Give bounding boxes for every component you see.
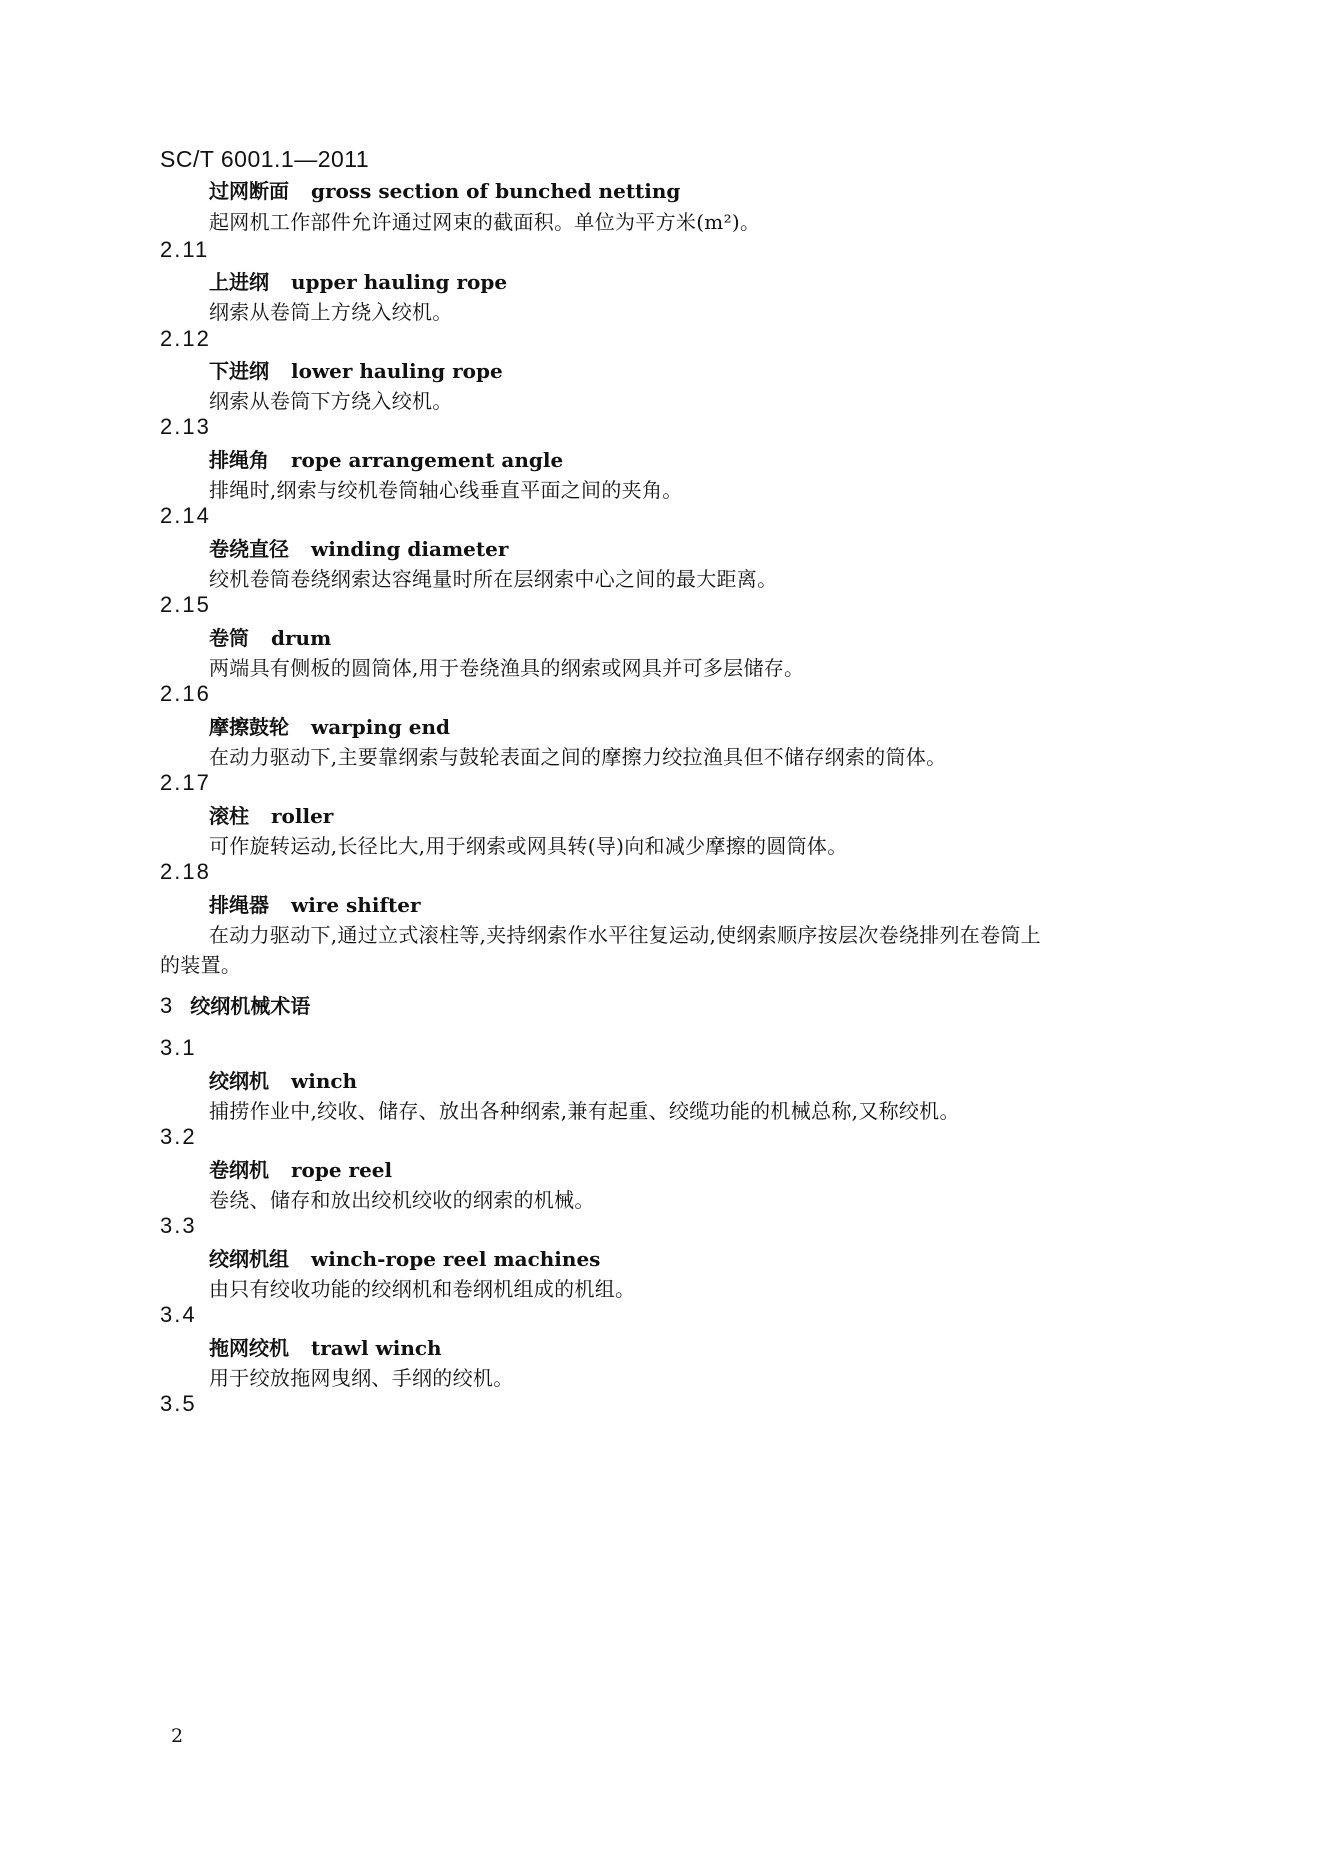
clause-number: 2.15 xyxy=(160,592,211,617)
clause-number: 2.12 xyxy=(160,326,211,351)
term-definition: 在动力驱动下,通过立式滚柱等,夹持纲索作水平往复运动,使纲索顺序按层次卷绕排列在卷筒上 xyxy=(209,923,1041,947)
term-definition: 用于绞放拖网曳纲、手纲的绞机。 xyxy=(209,1366,514,1390)
section-number: 3 xyxy=(160,993,173,1018)
term-en: trawl winch xyxy=(311,1336,442,1360)
term-cn: 排绳角 xyxy=(209,448,269,472)
term-definition: 纲索从卷筒下方绕入绞机。 xyxy=(209,389,453,413)
term-definition: 可作旋转运动,长径比大,用于纲索或网具转(导)向和减少摩擦的圆筒体。 xyxy=(209,834,848,858)
term-definition: 卷绕、储存和放出绞机绞收的纲索的机械。 xyxy=(209,1188,595,1212)
clause-number: 3.3 xyxy=(160,1213,197,1238)
term-en: winding diameter xyxy=(311,537,509,561)
clause-number: 3.5 xyxy=(160,1391,197,1416)
term-heading xyxy=(209,1154,392,1183)
term-definition: 起网机工作部件允许通过网束的截面积。单位为平方米(m²)。 xyxy=(209,210,761,234)
term-cn: 卷筒 xyxy=(209,626,249,650)
clause-number: 3.2 xyxy=(160,1124,197,1149)
term-definition-continued: 的装置。 xyxy=(160,953,242,977)
clause-number: 2.18 xyxy=(160,859,211,884)
document-header: SC/T 6001.1—2011 xyxy=(160,146,370,172)
term-cn: 摩擦鼓轮 xyxy=(209,715,289,739)
term-cn: 卷纲机 xyxy=(209,1158,269,1182)
section-heading xyxy=(160,990,310,1019)
term-cn: 滚柱 xyxy=(209,804,249,828)
term-definition: 两端具有侧板的圆筒体,用于卷绕渔具的纲索或网具并可多层储存。 xyxy=(209,656,805,680)
term-heading xyxy=(209,1243,600,1272)
clause-number: 2.11 xyxy=(160,237,210,262)
term-heading xyxy=(209,1065,357,1094)
term-en: upper hauling rope xyxy=(291,270,508,294)
term-cn: 过网断面 xyxy=(209,179,289,203)
clause-number: 2.17 xyxy=(160,770,211,795)
clause-number: 3.4 xyxy=(160,1302,197,1327)
clause-number: 2.13 xyxy=(160,414,211,439)
term-definition: 排绳时,纲索与绞机卷筒轴心线垂直平面之间的夹角。 xyxy=(209,478,683,502)
term-en: rope arrangement angle xyxy=(291,448,564,472)
term-cn: 上进纲 xyxy=(209,270,269,294)
clause-number: 2.16 xyxy=(160,681,211,706)
term-heading xyxy=(209,711,450,740)
term-heading xyxy=(209,1332,442,1361)
term-en: winch-rope reel machines xyxy=(311,1247,601,1271)
term-cn: 绞纲机组 xyxy=(209,1247,289,1271)
term-en: warping end xyxy=(311,715,451,739)
term-definition: 由只有绞收功能的绞纲机和卷纲机组成的机组。 xyxy=(209,1277,636,1301)
term-heading xyxy=(209,355,503,384)
term-heading xyxy=(209,800,333,829)
term-definition: 绞机卷筒卷绕纲索达容绳量时所在层纲索中心之间的最大距离。 xyxy=(209,567,778,591)
term-en: wire shifter xyxy=(291,893,421,917)
section-title: 绞纲机械术语 xyxy=(190,994,311,1018)
clause-number: 3.1 xyxy=(160,1035,197,1060)
term-heading xyxy=(209,266,507,295)
page-number: 2 xyxy=(171,1725,184,1747)
term-en: lower hauling rope xyxy=(291,359,503,383)
clause-number: 2.14 xyxy=(160,503,211,528)
term-cn: 卷绕直径 xyxy=(209,537,289,561)
term-heading xyxy=(209,889,421,918)
term-cn: 下进纲 xyxy=(209,359,269,383)
term-en: rope reel xyxy=(291,1158,393,1182)
term-definition: 在动力驱动下,主要靠纲索与鼓轮表面之间的摩擦力绞拉渔具但不储存纲索的筒体。 xyxy=(209,745,947,769)
term-cn: 绞纲机 xyxy=(209,1069,269,1093)
term-definition: 纲索从卷筒上方绕入绞机。 xyxy=(209,300,453,324)
term-en: gross section of bunched netting xyxy=(311,179,681,203)
term-cn: 拖网绞机 xyxy=(209,1336,289,1360)
term-heading xyxy=(209,622,331,651)
term-en: roller xyxy=(271,804,334,828)
term-en: winch xyxy=(291,1069,358,1093)
term-gross-section xyxy=(209,175,680,204)
term-cn: 排绳器 xyxy=(209,893,269,917)
term-en: drum xyxy=(271,626,332,650)
term-heading xyxy=(209,533,508,562)
term-definition: 捕捞作业中,绞收、储存、放出各种纲索,兼有起重、绞缆功能的机械总称,又称绞机。 xyxy=(209,1099,960,1123)
term-heading xyxy=(209,444,563,473)
